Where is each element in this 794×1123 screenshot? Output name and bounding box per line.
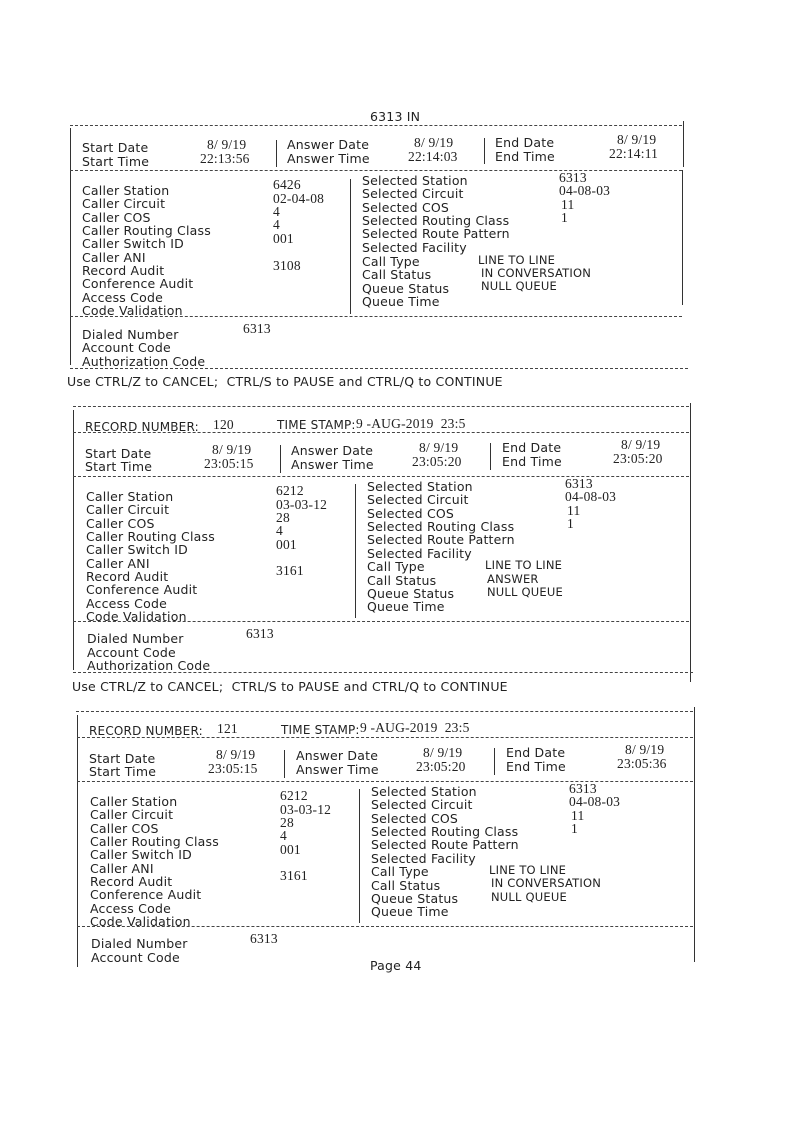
answer-time-value: 22:14:03 — [408, 149, 458, 164]
record-audit-label: Record Audit — [82, 263, 165, 278]
call-status-value: ANSWER — [487, 572, 539, 586]
answer-time-label: Answer Time — [287, 151, 370, 166]
divider — [284, 750, 285, 778]
record-number-label: RECORD NUMBER: — [85, 420, 199, 434]
caller-circuit-label: Caller Circuit — [82, 196, 166, 211]
right-border — [690, 403, 691, 682]
selected-circuit-label: Selected Circuit — [367, 492, 469, 507]
caller-cos-value: 28 — [276, 510, 290, 525]
call-status-value: IN CONVERSATION — [481, 266, 592, 280]
queue-status-value: NULL QUEUE — [487, 585, 563, 599]
caller-switch-id-label: Caller Switch ID — [90, 847, 192, 862]
end-date-value: 8/ 9/19 — [617, 132, 657, 147]
selected-routing-class-value: 1 — [571, 821, 578, 836]
divider — [355, 484, 356, 618]
call-status-label: Call Status — [367, 573, 437, 588]
queue-status-label: Queue Status — [362, 281, 450, 296]
answer-date-value: 8/ 9/19 — [419, 440, 459, 455]
caller-cos-label: Caller COS — [86, 516, 155, 531]
end-time-value: 23:05:20 — [613, 451, 663, 466]
account-code-label: Account Code — [87, 645, 176, 660]
caller-circuit-value: 03-03-12 — [280, 802, 332, 817]
start-time-label: Start Time — [89, 764, 157, 779]
start-time-value: 22:13:56 — [200, 151, 250, 166]
caller-station-value: 6212 — [280, 788, 308, 803]
caller-switch-id-label: Caller Switch ID — [86, 542, 188, 557]
selected-circuit-value: 04-08-03 — [559, 183, 611, 198]
right-border — [683, 121, 684, 167]
selected-routing-class-label: Selected Routing Class — [367, 519, 515, 534]
divider — [73, 621, 689, 622]
access-code-label: Access Code — [86, 596, 167, 611]
answer-time-label: Answer Time — [291, 457, 374, 472]
selected-cos-value: 11 — [571, 808, 585, 823]
call-type-value: LINE TO LINE — [485, 558, 563, 572]
selected-station-value: 6313 — [569, 781, 597, 796]
caller-station-label: Caller Station — [86, 489, 174, 504]
conference-audit-label: Conference Audit — [82, 276, 194, 291]
selected-route-pattern-label: Selected Route Pattern — [371, 837, 519, 852]
caller-station-label: Caller Station — [82, 183, 170, 198]
conference-audit-label: Conference Audit — [90, 887, 202, 902]
answer-time-label: Answer Time — [296, 762, 379, 777]
caller-station-value: 6212 — [276, 483, 304, 498]
selected-circuit-value: 04-08-03 — [565, 489, 617, 504]
caller-circuit-value: 02-04-08 — [273, 191, 325, 206]
answer-date-label: Answer Date — [296, 748, 379, 763]
caller-routing-class-value: 4 — [273, 217, 280, 232]
selected-circuit-value: 04-08-03 — [569, 794, 621, 809]
left-border — [77, 715, 78, 967]
dialed-number-value: 6313 — [246, 626, 274, 641]
queue-status-value: NULL QUEUE — [481, 279, 557, 293]
selected-cos-value: 11 — [561, 197, 575, 212]
selected-routing-class-label: Selected Routing Class — [371, 824, 519, 839]
end-date-value: 8/ 9/19 — [621, 437, 661, 452]
right-border — [694, 707, 695, 962]
time-stamp-value: 9 -AUG-2019 23:5 — [360, 720, 470, 735]
code-validation-label: Code Validation — [82, 303, 183, 318]
caller-switch-id-value: 001 — [280, 842, 301, 857]
end-date-value: 8/ 9/19 — [625, 742, 665, 757]
start-date-label: Start Date — [89, 751, 156, 766]
access-code-label: Access Code — [82, 290, 163, 305]
divider — [70, 368, 688, 369]
queue-time-label: Queue Time — [362, 294, 440, 309]
divider — [276, 140, 277, 167]
time-stamp-label: TIME STAMP: — [277, 418, 356, 432]
answer-date-value: 8/ 9/19 — [414, 135, 454, 150]
divider — [77, 781, 693, 782]
answer-date-value: 8/ 9/19 — [423, 745, 463, 760]
divider — [76, 711, 693, 712]
access-code-label: Access Code — [90, 901, 171, 916]
record-audit-value: 3108 — [273, 258, 301, 273]
divider — [494, 748, 495, 775]
caller-cos-value: 4 — [273, 204, 280, 219]
page-title: 6313 IN — [370, 109, 421, 124]
record-number-value: 121 — [217, 721, 238, 736]
queue-time-label: Queue Time — [367, 599, 445, 614]
selected-routing-class-value: 1 — [567, 516, 574, 531]
end-time-label: End Time — [495, 149, 555, 164]
selected-route-pattern-label: Selected Route Pattern — [362, 226, 510, 241]
selected-station-label: Selected Station — [371, 784, 477, 799]
start-time-label: Start Time — [82, 154, 150, 169]
dialed-number-label: Dialed Number — [87, 631, 184, 646]
caller-circuit-label: Caller Circuit — [86, 502, 170, 517]
dialed-number-label: Dialed Number — [91, 936, 188, 951]
call-type-value: LINE TO LINE — [489, 863, 567, 877]
start-date-label: Start Date — [82, 140, 149, 155]
selected-station-label: Selected Station — [367, 479, 473, 494]
continue-message: Use CTRL/Z to CANCEL; CTRL/S to PAUSE and CTRL/Q to CONTINUE — [67, 374, 503, 389]
answer-time-value: 23:05:20 — [416, 759, 466, 774]
start-date-value: 8/ 9/19 — [216, 747, 256, 762]
answer-time-value: 23:05:20 — [412, 454, 462, 469]
divider — [77, 737, 693, 738]
record-audit-label: Record Audit — [90, 874, 173, 889]
answer-date-label: Answer Date — [291, 443, 374, 458]
time-stamp-value: 9 -AUG-2019 23:5 — [356, 416, 466, 431]
call-type-label: Call Type — [371, 864, 429, 879]
selected-circuit-label: Selected Circuit — [362, 186, 464, 201]
divider — [359, 789, 360, 923]
caller-cos-label: Caller COS — [82, 210, 151, 225]
selected-station-value: 6313 — [565, 476, 593, 491]
caller-station-label: Caller Station — [90, 794, 178, 809]
selected-routing-class-value: 1 — [561, 210, 568, 225]
right-border — [682, 170, 683, 305]
caller-routing-class-label: Caller Routing Class — [82, 223, 211, 238]
call-type-label: Call Type — [362, 254, 420, 269]
start-time-value: 23:05:15 — [208, 761, 258, 776]
record-audit-label: Record Audit — [86, 569, 169, 584]
caller-ani-label: Caller ANI — [90, 861, 154, 876]
selected-cos-label: Selected COS — [367, 506, 455, 521]
selected-station-value: 6313 — [559, 170, 587, 185]
start-date-value: 8/ 9/19 — [212, 442, 252, 457]
caller-routing-class-label: Caller Routing Class — [86, 529, 215, 544]
caller-routing-class-value: 4 — [280, 828, 287, 843]
code-validation-label: Code Validation — [90, 914, 191, 929]
caller-routing-class-value: 4 — [276, 523, 283, 538]
divider — [484, 138, 485, 164]
conference-audit-label: Conference Audit — [86, 582, 198, 597]
divider — [77, 926, 693, 927]
dialed-number-label: Dialed Number — [82, 327, 179, 342]
divider — [350, 179, 351, 314]
selected-facility-label: Selected Facility — [362, 240, 467, 255]
end-time-label: End Time — [502, 454, 562, 469]
call-status-label: Call Status — [362, 267, 432, 282]
dialed-number-value: 6313 — [250, 931, 278, 946]
caller-switch-id-value: 001 — [276, 537, 297, 552]
record-number-label: RECORD NUMBER: — [89, 724, 203, 738]
call-type-label: Call Type — [367, 559, 425, 574]
selected-routing-class-label: Selected Routing Class — [362, 213, 510, 228]
code-validation-label: Code Validation — [86, 609, 187, 624]
selected-route-pattern-label: Selected Route Pattern — [367, 532, 515, 547]
divider — [70, 316, 682, 317]
divider — [73, 406, 689, 407]
divider — [280, 445, 281, 473]
selected-facility-label: Selected Facility — [371, 851, 476, 866]
divider — [490, 443, 491, 470]
end-date-label: End Date — [495, 135, 555, 150]
call-status-value: IN CONVERSATION — [491, 876, 602, 890]
start-time-label: Start Time — [85, 459, 153, 474]
caller-switch-id-label: Caller Switch ID — [82, 236, 184, 251]
caller-routing-class-label: Caller Routing Class — [90, 834, 219, 849]
selected-circuit-label: Selected Circuit — [371, 797, 473, 812]
end-date-label: End Date — [506, 745, 566, 760]
divider — [70, 170, 682, 171]
queue-status-label: Queue Status — [371, 891, 459, 906]
caller-cos-value: 28 — [280, 815, 294, 830]
left-border — [70, 128, 71, 365]
queue-status-label: Queue Status — [367, 586, 455, 601]
end-time-value: 23:05:36 — [617, 756, 667, 771]
authorization-code-label: Authorization Code — [82, 354, 206, 369]
queue-time-label: Queue Time — [371, 904, 449, 919]
account-code-label: Account Code — [82, 340, 171, 355]
selected-cos-label: Selected COS — [362, 200, 450, 215]
continue-message: Use CTRL/Z to CANCEL; CTRL/S to PAUSE and CTRL/Q to CONTINUE — [72, 679, 508, 694]
caller-station-value: 6426 — [273, 177, 301, 192]
selected-cos-value: 11 — [567, 503, 581, 518]
caller-ani-label: Caller ANI — [86, 556, 150, 571]
call-status-label: Call Status — [371, 878, 441, 893]
selected-station-label: Selected Station — [362, 173, 468, 188]
divider — [73, 432, 689, 433]
left-border — [73, 410, 74, 670]
selected-facility-label: Selected Facility — [367, 546, 472, 561]
answer-date-label: Answer Date — [287, 137, 370, 152]
record-number-value: 120 — [213, 417, 234, 432]
record-audit-value: 3161 — [276, 563, 304, 578]
start-date-label: Start Date — [85, 446, 152, 461]
end-time-label: End Time — [506, 759, 566, 774]
start-date-value: 8/ 9/19 — [207, 137, 247, 152]
call-type-value: LINE TO LINE — [478, 253, 556, 267]
caller-circuit-value: 03-03-12 — [276, 497, 328, 512]
start-time-value: 23:05:15 — [204, 456, 254, 471]
queue-status-value: NULL QUEUE — [491, 890, 567, 904]
caller-ani-label: Caller ANI — [82, 250, 146, 265]
end-time-value: 22:14:11 — [609, 146, 659, 161]
selected-cos-label: Selected COS — [371, 811, 459, 826]
time-stamp-label: TIME STAMP: — [281, 723, 360, 737]
divider — [73, 476, 689, 477]
caller-circuit-label: Caller Circuit — [90, 807, 174, 822]
divider — [70, 125, 682, 126]
record-audit-value: 3161 — [280, 868, 308, 883]
authorization-code-label: Authorization Code — [87, 658, 211, 673]
dialed-number-value: 6313 — [243, 321, 271, 336]
caller-cos-label: Caller COS — [90, 821, 159, 836]
page-footer: Page 44 — [370, 958, 422, 973]
end-date-label: End Date — [502, 440, 562, 455]
caller-switch-id-value: 001 — [273, 231, 294, 246]
divider — [73, 672, 693, 673]
account-code-label: Account Code — [91, 950, 180, 965]
